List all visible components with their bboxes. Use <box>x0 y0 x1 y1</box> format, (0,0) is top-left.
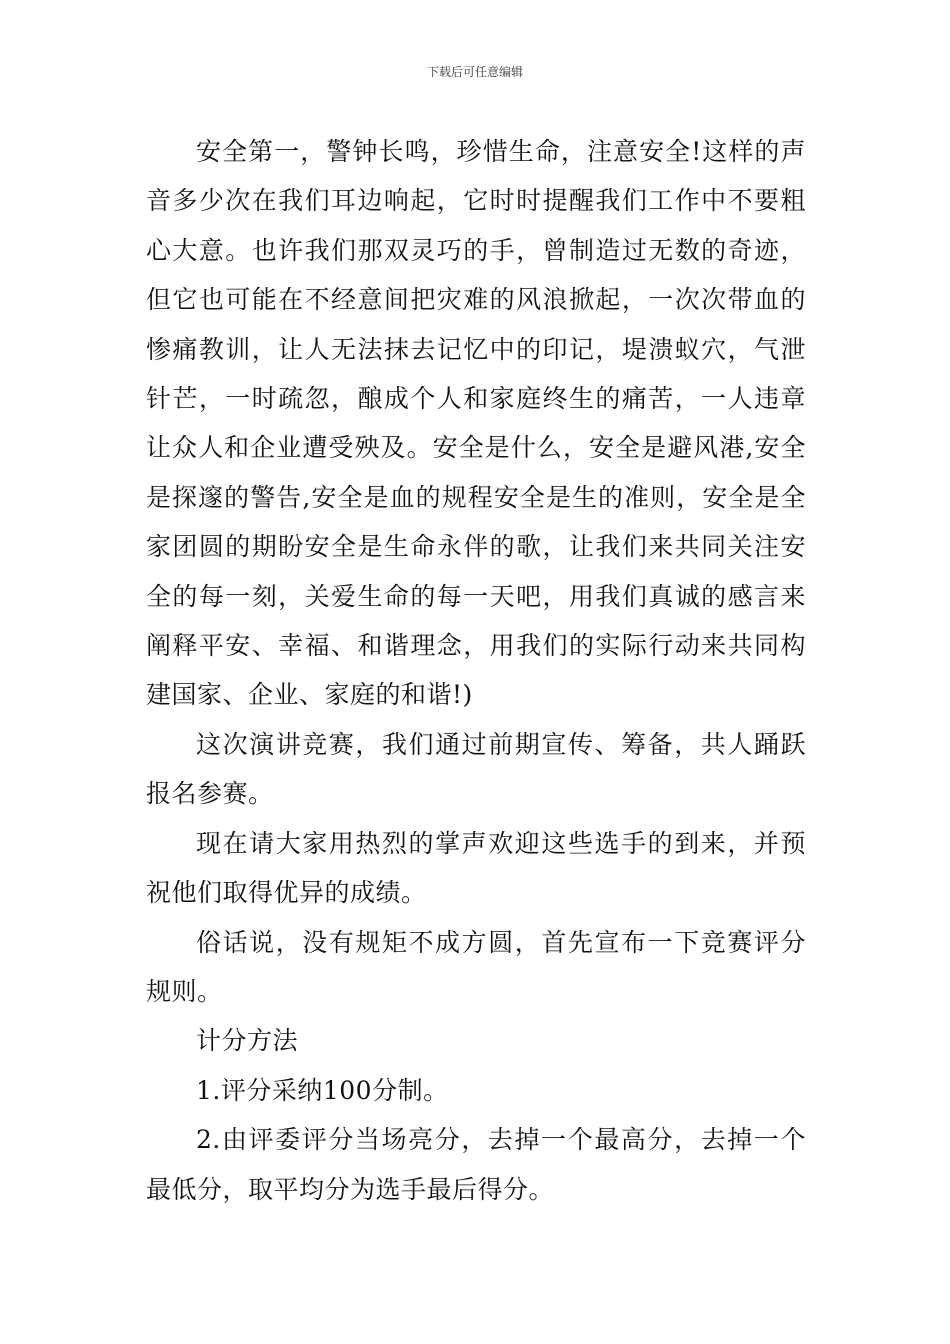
list-item-scoring-1: 1.评分采纳100分制。 <box>196 1075 449 1105</box>
paragraph-contest-registration: 这次演讲竞赛，我们通过前期宣传、筹备，共人踊跃报名参赛。 <box>146 729 806 809</box>
list-item-scoring-2: 2.由评委评分当场亮分，去掉一个最高分，去掉一个最低分，取平均分为选手最后得分。 <box>146 1125 806 1204</box>
paragraph-safety-intro: 安全第一，警钟长鸣，珍惜生命，注意安全!这样的声音多少次在我们耳边响起，它时时提醒我们工作中不要粗心大意。也许我们那双灵巧的手，曾制造过无数的奇迹，但它也可能在不经意间把灾难的风浪掀起，一次次带血的惨痛教训，让人无法抹去记忆中的印记，堤溃蚁穴，气泄针芒，一时疏忽，酿成个人和家庭终生的痛苦，一人违章让众人和企业遭受殃及。安全是什么，安全是避风港,安全是探邃的警告,安全是血的规程安全是生的准则，安全是全家团圆的期盼安全是生命永伴的歌，让我们来共同关注安全的每一刻，关爱生命的每一天吧，用我们真诚的感言来阐释平安、幸福、和谐理念，用我们的实际行动来共同构建国家、企业、家庭的和谐!) <box>146 137 806 710</box>
paragraph-welcome-contestants: 现在请大家用热烈的掌声欢迎这些选手的到来，并预祝他们取得优异的成绩。 <box>146 828 806 908</box>
paragraph-rules-announcement: 俗话说，没有规矩不成方圆，首先宣布一下竞赛评分规则。 <box>146 927 806 1006</box>
document-body <box>146 127 806 1214</box>
section-heading-scoring: 计分方法 <box>196 1026 299 1056</box>
page-header: 下载后可任意编辑 <box>426 65 523 79</box>
